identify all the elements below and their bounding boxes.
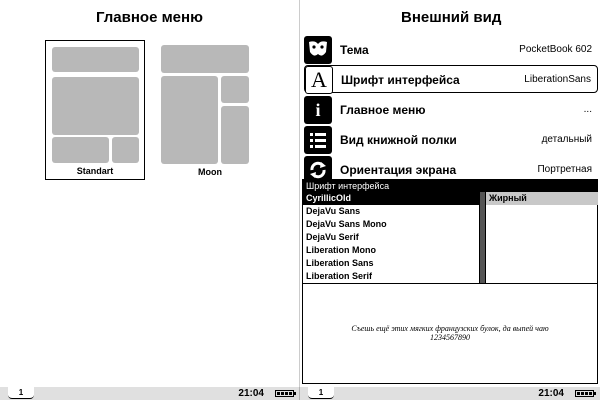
menu-item-theme[interactable] [304,36,598,64]
preview-digits: 1234567890 [430,333,470,342]
font-item[interactable]: Liberation Mono [306,245,376,255]
font-preview [313,324,587,342]
layout-block [52,47,139,72]
font-style-item[interactable]: Жирный [486,192,598,205]
battery-icon [275,390,294,397]
status-bar [0,387,300,400]
layout-moon[interactable] [160,40,260,180]
layout-block [52,77,139,135]
font-item[interactable]: DejaVu Sans [306,206,361,216]
menu-item-value: Портретная [537,164,592,175]
battery-icon [575,390,594,397]
status-bar [300,387,600,400]
layout-standart[interactable] [45,40,145,180]
menu-item-value: PocketBook 602 [519,44,592,55]
page-indicator[interactable]: 1 [8,387,34,399]
layout-block [52,137,109,163]
menu-item-value: детальный [541,134,592,145]
font-a-icon: A [305,66,333,94]
menu-item-label: Вид книжной полки [340,133,457,147]
layout-block [112,137,139,163]
font-item-selected[interactable]: CyrillicOld [303,192,479,205]
layout-label: Moon [198,167,222,177]
layout-block [161,76,218,164]
font-item[interactable]: Liberation Sans [306,258,374,268]
layout-block [161,45,249,73]
menu-item-interface-font[interactable] [304,65,598,93]
menu-item-bookshelf-view[interactable] [304,126,598,154]
info-icon: i [304,96,332,124]
theme-mask-icon [304,36,332,64]
font-item[interactable]: Liberation Serif [306,271,373,281]
menu-item-value: ... [583,104,592,115]
appearance-title: Внешний вид [401,9,502,26]
layout-label: Standart [76,166,114,176]
menu-item-label: Шрифт интерфейса [341,73,460,87]
clock: 21:04 [238,388,264,399]
font-dialog [302,179,598,384]
menu-item-main-menu[interactable] [304,96,598,124]
list-icon [304,126,332,154]
layout-block [221,76,249,103]
font-item[interactable]: DejaVu Serif [306,232,359,242]
menu-item-label: Ориентация экрана [340,163,457,177]
clock: 21:04 [538,388,564,399]
dialog-title: Шрифт интерфейса [303,180,597,192]
main-menu-title: Главное меню [96,9,203,26]
appearance-pane [300,0,600,400]
menu-item-label: Главное меню [340,103,426,117]
menu-item-label: Тема [340,43,369,57]
layout-block [221,106,249,164]
font-item[interactable]: DejaVu Sans Mono [306,219,387,229]
menu-item-value: LiberationSans [524,74,591,85]
font-list[interactable] [303,192,479,283]
page-indicator[interactable]: 1 [308,387,334,399]
font-style-list[interactable] [485,192,598,283]
preview-line: Съешь ещё этих мягких французских булок, да выпей чаю [351,324,549,333]
dialog-divider [303,283,597,284]
